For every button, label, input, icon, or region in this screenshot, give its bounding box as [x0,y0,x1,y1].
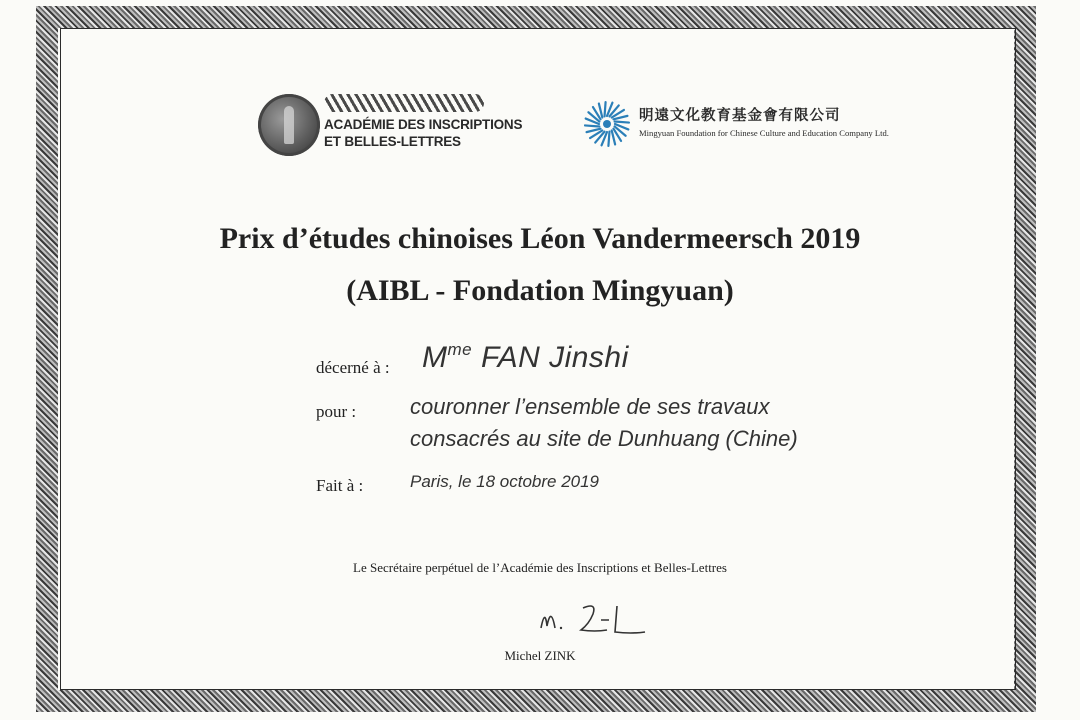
awarded-label: décerné à : [316,358,390,377]
aibl-logo-line2: ET BELLES-LETTRES [324,134,461,149]
prize-title: Prix d’études chinoises Léon Vandermeersch 2019 [219,222,861,255]
medal-icon [258,94,320,156]
for-label: pour : [316,402,357,421]
done-at-label: Fait à : [316,476,364,495]
mingyuan-name-cn: 明遠文化教育基金會有限公司 [639,108,841,124]
recipient-name-text: FAN Jinshi [480,341,629,374]
laurel-icon [324,94,484,112]
place-date: Paris, le 18 octobre 2019 [410,472,600,491]
mingyuan-name-en: Mingyuan Foundation for Chinese Culture and Education Company Ltd. [639,128,889,138]
secretary-line: Le Secrétaire perpétuel de l’Académie des Inscriptions et Belles-Lettres [353,560,727,575]
sunburst-icon [583,100,631,148]
recipient-name [422,340,629,375]
handwritten-signature [535,598,655,640]
reason-line-2: consacrés au site de Dunhuang (Chine) [410,426,798,451]
aibl-logo-line1: ACADÉMIE DES INSCRIPTIONS [324,117,523,132]
signer-name: Michel ZINK [504,648,576,663]
recipient-prefix-sup: me [447,340,473,359]
reason-line-1: couronner l’ensemble de ses travaux [410,394,770,419]
prize-subtitle: (AIBL - Fondation Mingyuan) [346,274,734,307]
aibl-logo [258,92,523,158]
aibl-logo-text [324,116,523,150]
recipient-prefix: M [422,341,448,374]
mingyuan-logo [583,100,903,150]
